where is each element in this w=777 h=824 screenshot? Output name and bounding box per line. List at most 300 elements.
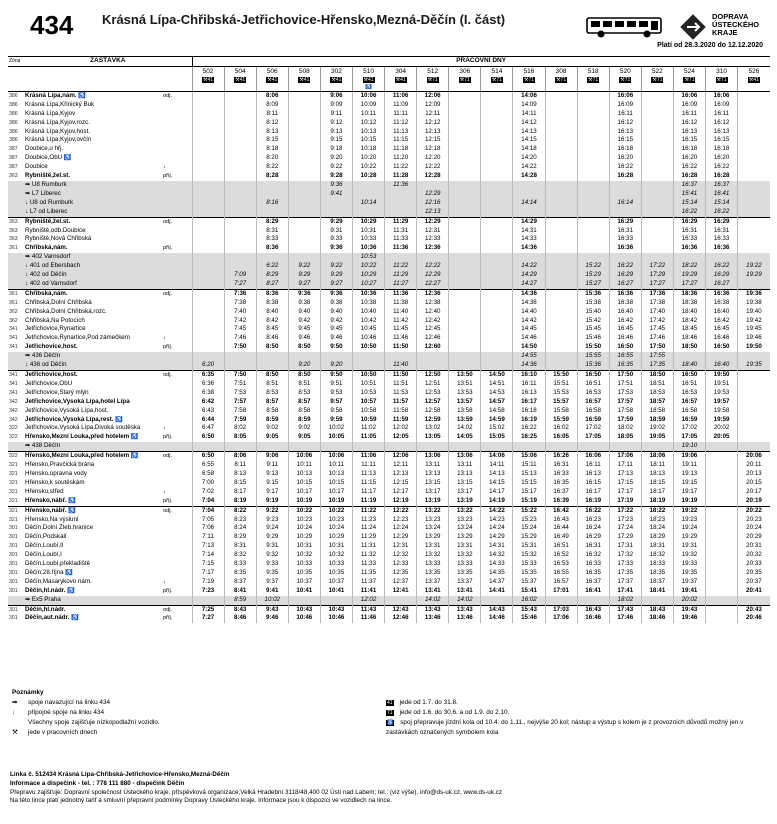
stop-row xyxy=(8,244,770,253)
route-title: Krásná Lípa-Chřibská-Jetřichovice-Hřensko,Mezná-Děčín (I. část) xyxy=(102,12,506,27)
trip-note xyxy=(288,76,320,84)
stop-marker xyxy=(162,262,192,271)
time-cell: 16:31 xyxy=(706,227,738,236)
time-cell xyxy=(481,128,513,137)
time-cell: 18:19 xyxy=(641,497,673,506)
time-cell: 16:39 xyxy=(545,497,577,506)
time-cell: 11:18 xyxy=(385,145,417,154)
zone-cell: 341 xyxy=(8,371,24,380)
time-cell: 16:50 xyxy=(673,371,705,380)
stop-marker xyxy=(162,154,192,163)
time-cell xyxy=(481,253,513,262)
time-cell xyxy=(481,101,513,110)
zone-cell: 322 xyxy=(9,425,18,432)
connection-row xyxy=(8,361,770,370)
time-cell: 12:02 xyxy=(352,596,384,605)
stop-name: Rybniště,žel.st. xyxy=(25,172,71,180)
trip-extra-note xyxy=(192,84,224,92)
time-cell: 19:46 xyxy=(738,334,770,343)
connection-row xyxy=(8,190,770,199)
time-cell: 13:33 xyxy=(449,560,481,569)
time-cell: 15:58 xyxy=(545,407,577,416)
time-cell: 17:15 xyxy=(609,479,641,488)
time-cell: 18:41 xyxy=(641,587,673,596)
stop-name: ↓ U8 od Rumburk xyxy=(24,199,162,208)
stop-marker xyxy=(162,308,192,317)
connection-row xyxy=(8,253,770,262)
time-cell: 9:22 xyxy=(320,262,352,271)
time-cell: 12:16 xyxy=(417,199,449,208)
stop-row xyxy=(8,289,770,298)
time-cell xyxy=(417,442,449,451)
time-cell xyxy=(641,128,673,137)
time-cell xyxy=(738,217,770,226)
time-cell xyxy=(481,299,513,308)
time-cell xyxy=(481,110,513,119)
time-cell: 16:46 xyxy=(706,334,738,343)
time-cell xyxy=(192,172,224,181)
time-cell xyxy=(577,145,609,154)
time-cell xyxy=(641,596,673,605)
time-cell: 16:36 xyxy=(706,289,738,298)
stop-marker: příj. xyxy=(163,434,173,441)
time-cell xyxy=(192,596,224,605)
time-cell xyxy=(288,253,320,262)
time-cell: 9:29 xyxy=(320,217,352,226)
zone-cell: 363 xyxy=(8,217,24,226)
time-cell: 13:06 xyxy=(417,452,449,461)
time-cell: 16:10 xyxy=(513,371,545,380)
time-cell xyxy=(449,101,481,110)
time-cell: 17:50 xyxy=(609,371,641,380)
legend-item xyxy=(386,708,766,718)
time-cell xyxy=(288,199,320,208)
stop-name: Děčín,Loubí,II xyxy=(25,542,64,550)
stop-name: Jetřichovice,Vysoká Lípa,rest. ♿ xyxy=(25,415,123,423)
time-cell: 9:22 xyxy=(288,262,320,271)
trip-number: 506 xyxy=(256,66,288,76)
time-cell: 11:38 xyxy=(385,299,417,308)
time-cell: 18:11 xyxy=(641,461,673,470)
trip-note xyxy=(545,76,577,84)
trip-note-badge: ⚒41 xyxy=(299,76,310,83)
time-cell: 12:23 xyxy=(385,516,417,525)
time-cell xyxy=(738,136,770,145)
time-cell: 15:06 xyxy=(513,452,545,461)
zone-cell: 341 xyxy=(9,335,18,342)
time-cell: 7:45 xyxy=(224,325,256,334)
time-cell xyxy=(449,119,481,128)
time-cell: 16:53 xyxy=(545,560,577,569)
time-cell: 10:17 xyxy=(320,488,352,497)
trip-note-badge: ⚒71 xyxy=(652,76,663,83)
time-cell: 16:57 xyxy=(673,398,705,407)
time-cell xyxy=(577,253,609,262)
time-cell: 11:15 xyxy=(385,136,417,145)
time-cell: 9:50 xyxy=(320,371,352,380)
time-cell: 9:20 xyxy=(320,154,352,163)
time-cell: 16:27 xyxy=(609,280,641,289)
time-cell: 16:06 xyxy=(673,91,705,100)
time-cell xyxy=(224,352,256,361)
time-cell: 16:06 xyxy=(577,452,609,461)
time-cell xyxy=(224,217,256,226)
time-cell xyxy=(545,227,577,236)
time-cell: 11:57 xyxy=(385,398,417,407)
time-cell: 10:36 xyxy=(352,289,384,298)
connection-row xyxy=(8,352,770,361)
stop-name: ➡ 438 Děčín xyxy=(24,442,162,451)
time-cell: 10:32 xyxy=(320,551,352,560)
trip-extra-note xyxy=(577,84,609,92)
stop-marker xyxy=(162,190,192,199)
time-cell: 7:11 xyxy=(192,533,224,542)
time-cell: 13:02 xyxy=(417,424,449,433)
time-cell xyxy=(738,407,770,416)
time-cell xyxy=(224,154,256,163)
time-cell xyxy=(288,596,320,605)
time-cell: 16:29 xyxy=(609,271,641,280)
time-cell: 7:19 xyxy=(192,578,224,587)
time-cell: 16:14 xyxy=(609,199,641,208)
time-cell xyxy=(706,506,738,515)
time-cell: 19:29 xyxy=(673,271,705,280)
time-cell xyxy=(352,181,384,190)
time-cell: 15:40 xyxy=(577,308,609,317)
stop-marker: příj. xyxy=(163,615,173,622)
time-cell: 8:22 xyxy=(224,506,256,515)
stop-name: Jetřichovice,host. xyxy=(25,343,78,351)
time-cell xyxy=(481,442,513,451)
zone-cell: 361 xyxy=(9,245,18,252)
time-cell: 9:46 xyxy=(320,334,352,343)
zone-cell: 301 xyxy=(9,569,18,576)
time-cell: 10:29 xyxy=(352,271,384,280)
time-cell: 13:13 xyxy=(449,470,481,479)
legend-item xyxy=(386,718,766,738)
time-cell xyxy=(481,119,513,128)
time-cell: 17:17 xyxy=(609,488,641,497)
time-cell xyxy=(738,389,770,398)
time-cell: 20:22 xyxy=(738,506,770,515)
stop-row xyxy=(8,452,770,461)
time-cell: 18:02 xyxy=(609,596,641,605)
stop-name: Krásná Lípa,Křinický Buk xyxy=(25,100,95,108)
time-cell xyxy=(481,91,513,100)
time-cell xyxy=(706,452,738,461)
time-cell: 7:02 xyxy=(192,488,224,497)
time-cell xyxy=(449,136,481,145)
time-cell: 9:13 xyxy=(256,470,288,479)
stop-row xyxy=(8,506,770,515)
time-cell: 18:43 xyxy=(641,605,673,614)
time-cell: 12:29 xyxy=(385,533,417,542)
time-cell: 14:11 xyxy=(513,110,545,119)
time-cell: 16:33 xyxy=(609,235,641,244)
zone-cell xyxy=(8,190,24,199)
time-cell: 13:53 xyxy=(449,389,481,398)
time-cell xyxy=(256,442,288,451)
trip-note xyxy=(192,76,224,84)
time-cell: 9:22 xyxy=(256,506,288,515)
time-cell: 16:11 xyxy=(577,461,609,470)
time-cell: 17:43 xyxy=(609,605,641,614)
time-cell: 14:28 xyxy=(513,172,545,181)
time-cell: 11:13 xyxy=(385,128,417,137)
time-cell: 8:19 xyxy=(224,497,256,506)
time-cell: 9:17 xyxy=(256,488,288,497)
time-cell: 11:46 xyxy=(352,614,384,623)
trip-extra-note xyxy=(449,84,481,92)
stop-marker: odj. xyxy=(163,92,173,99)
time-cell: 10:58 xyxy=(352,407,384,416)
time-cell: 8:13 xyxy=(224,470,256,479)
time-cell xyxy=(738,416,770,425)
time-cell: 14:20 xyxy=(513,154,545,163)
stop-name: Hřensko,k soutěskám xyxy=(25,478,85,486)
time-cell xyxy=(706,442,738,451)
time-cell xyxy=(449,253,481,262)
time-cell: 16:37 xyxy=(706,181,738,190)
time-cell: 15:45 xyxy=(577,325,609,334)
time-cell: 17:27 xyxy=(641,280,673,289)
time-cell xyxy=(706,587,738,596)
connection-row xyxy=(8,181,770,190)
stop-name: Děčín,Podskalí xyxy=(25,533,67,541)
time-cell xyxy=(545,317,577,326)
time-cell: 11:36 xyxy=(385,181,417,190)
time-cell: 19:05 xyxy=(641,433,673,442)
time-cell: 20:24 xyxy=(738,524,770,533)
time-cell: 8:33 xyxy=(224,560,256,569)
time-cell: 14:15 xyxy=(513,136,545,145)
zone-cell: 301 xyxy=(8,605,24,614)
trip-number: 510 xyxy=(352,66,384,76)
stop-marker: příj. xyxy=(163,587,173,594)
time-cell xyxy=(385,596,417,605)
time-cell: 7:58 xyxy=(224,407,256,416)
legend-item-icon: ⚒ xyxy=(12,729,18,736)
stop-name: Děčín,Dolní Žleb,hranice xyxy=(25,524,94,532)
time-cell: 16:29 xyxy=(577,533,609,542)
time-cell: 9:15 xyxy=(256,479,288,488)
stop-row xyxy=(8,110,770,119)
time-cell xyxy=(545,361,577,370)
zone-cell: 321 xyxy=(9,516,18,523)
stop-row xyxy=(8,578,770,587)
stop-marker xyxy=(162,442,192,451)
stop-marker xyxy=(162,470,192,479)
time-cell: 19:29 xyxy=(738,271,770,280)
time-cell: 13:11 xyxy=(449,461,481,470)
time-cell xyxy=(449,181,481,190)
time-cell xyxy=(256,181,288,190)
time-cell xyxy=(481,199,513,208)
time-cell: 11:29 xyxy=(385,217,417,226)
stop-name: ↓ 436 od Děčín xyxy=(24,361,162,370)
legend-item xyxy=(386,698,766,708)
time-cell xyxy=(641,110,673,119)
time-cell xyxy=(641,181,673,190)
time-cell: 19:15 xyxy=(673,479,705,488)
time-cell: 15:43 xyxy=(513,605,545,614)
time-cell: 20:41 xyxy=(738,587,770,596)
time-cell: 15:14 xyxy=(706,199,738,208)
time-cell: 19:46 xyxy=(673,614,705,623)
time-cell: 16:15 xyxy=(706,136,738,145)
time-cell: 9:11 xyxy=(256,461,288,470)
time-cell: 14:06 xyxy=(481,452,513,461)
zone-cell xyxy=(8,199,24,208)
time-cell xyxy=(641,253,673,262)
stop-name: Jetřichovice,host. xyxy=(24,371,162,380)
brand-line-1: DOPRAVA xyxy=(712,12,749,21)
time-cell: 18:36 xyxy=(673,289,705,298)
time-cell: 18:05 xyxy=(609,433,641,442)
time-cell xyxy=(192,325,224,334)
time-cell: 16:29 xyxy=(673,217,705,226)
zone-cell: 363 xyxy=(9,173,18,180)
time-cell: 16:02 xyxy=(513,596,545,605)
time-cell: 11:12 xyxy=(385,119,417,128)
time-cell xyxy=(641,235,673,244)
time-cell: 8:57 xyxy=(288,398,320,407)
time-cell xyxy=(577,235,609,244)
time-cell xyxy=(449,190,481,199)
time-cell xyxy=(706,470,738,479)
time-cell: 8:29 xyxy=(256,271,288,280)
legend-item-icon: ➡ xyxy=(12,699,18,706)
time-cell: 13:35 xyxy=(417,569,449,578)
time-cell: 10:17 xyxy=(288,488,320,497)
time-cell: 8:28 xyxy=(256,172,288,181)
time-cell: 9:40 xyxy=(320,308,352,317)
time-cell: 9:02 xyxy=(288,424,320,433)
time-cell: 8:51 xyxy=(288,380,320,389)
time-cell: 10:57 xyxy=(352,398,384,407)
time-cell xyxy=(288,244,320,253)
trip-note xyxy=(417,76,449,84)
time-cell: 7:57 xyxy=(224,398,256,407)
time-cell: 17:29 xyxy=(609,533,641,542)
time-cell xyxy=(545,136,577,145)
legend-item xyxy=(12,698,372,708)
time-cell xyxy=(417,181,449,190)
time-cell: 12:19 xyxy=(385,497,417,506)
stop-marker xyxy=(162,461,192,470)
legend-item-badge: ♿ xyxy=(387,720,394,726)
time-cell: 12:41 xyxy=(385,587,417,596)
time-cell: 19:24 xyxy=(673,524,705,533)
trip-extra-note xyxy=(417,84,449,92)
time-cell: 11:06 xyxy=(352,452,384,461)
time-cell: 11:02 xyxy=(352,424,384,433)
time-cell: 13:22 xyxy=(449,506,481,515)
time-cell: 8:46 xyxy=(224,614,256,623)
time-cell xyxy=(352,190,384,199)
time-cell: 9:31 xyxy=(256,542,288,551)
time-cell: 16:18 xyxy=(513,407,545,416)
time-cell: 8:29 xyxy=(224,533,256,542)
time-cell: 16:33 xyxy=(673,235,705,244)
trip-note xyxy=(352,76,384,84)
time-cell: 11:06 xyxy=(385,91,417,100)
time-cell: 17:42 xyxy=(641,317,673,326)
time-cell: 16:22 xyxy=(577,506,609,515)
time-cell: 8:36 xyxy=(256,244,288,253)
stop-row xyxy=(8,605,770,614)
time-cell: 18:23 xyxy=(641,516,673,525)
zone-cell: 363 xyxy=(9,236,18,243)
time-cell: 16:31 xyxy=(577,542,609,551)
time-cell xyxy=(641,154,673,163)
time-cell: 10:35 xyxy=(320,569,352,578)
time-cell xyxy=(738,433,770,442)
time-cell: 8:06 xyxy=(256,91,288,100)
time-cell: 15:36 xyxy=(577,289,609,298)
time-cell xyxy=(545,163,577,172)
stop-name: Jetřichovice,Vysoká Lípa,Divoká soutěska xyxy=(25,424,141,432)
time-cell: 10:46 xyxy=(288,614,320,623)
stop-marker xyxy=(162,596,192,605)
time-cell: 12:11 xyxy=(385,461,417,470)
time-cell: 11:29 xyxy=(352,533,384,542)
time-cell: 19:11 xyxy=(673,461,705,470)
time-cell: 18:45 xyxy=(673,325,705,334)
time-cell: 9:13 xyxy=(320,128,352,137)
time-cell: 14:24 xyxy=(481,524,513,533)
time-cell xyxy=(288,235,320,244)
stop-marker: ↓ xyxy=(163,164,166,171)
stop-name: Chřibská,Dolní Chřibská xyxy=(25,298,92,306)
stop-marker: ↓ xyxy=(163,578,166,585)
time-cell: 15:46 xyxy=(513,614,545,623)
time-cell: 17:03 xyxy=(545,605,577,614)
stop-marker xyxy=(162,560,192,569)
zone-cell xyxy=(8,361,24,370)
time-cell: 17:19 xyxy=(609,497,641,506)
time-cell: 16:36 xyxy=(609,289,641,298)
time-cell: 17:38 xyxy=(641,299,673,308)
time-cell: 10:02 xyxy=(256,596,288,605)
time-cell: 16:28 xyxy=(609,172,641,181)
time-cell: 12:06 xyxy=(417,91,449,100)
time-cell: 16:55 xyxy=(609,352,641,361)
time-cell: 13:23 xyxy=(449,516,481,525)
time-cell: 16:36 xyxy=(673,244,705,253)
time-cell: 18:59 xyxy=(641,416,673,425)
time-cell: 15:36 xyxy=(577,361,609,370)
time-cell: 20:46 xyxy=(738,614,770,623)
zone-cell xyxy=(8,208,24,217)
time-cell: 13:29 xyxy=(449,533,481,542)
time-cell xyxy=(449,208,481,217)
time-cell: 8:41 xyxy=(224,587,256,596)
time-cell: 17:24 xyxy=(609,524,641,533)
stop-name: Děčín,28.října ♿ xyxy=(25,568,73,576)
time-cell: 18:37 xyxy=(641,578,673,587)
time-cell xyxy=(256,361,288,370)
time-cell: 12:40 xyxy=(417,308,449,317)
time-cell: 15:50 xyxy=(545,371,577,380)
time-cell: 16:18 xyxy=(673,145,705,154)
stop-marker xyxy=(162,389,192,398)
time-cell: 19:22 xyxy=(673,506,705,515)
trip-note-badge: ⚒41 xyxy=(748,76,759,83)
time-cell xyxy=(545,128,577,137)
time-cell xyxy=(192,208,224,217)
time-cell: 9:23 xyxy=(256,516,288,525)
